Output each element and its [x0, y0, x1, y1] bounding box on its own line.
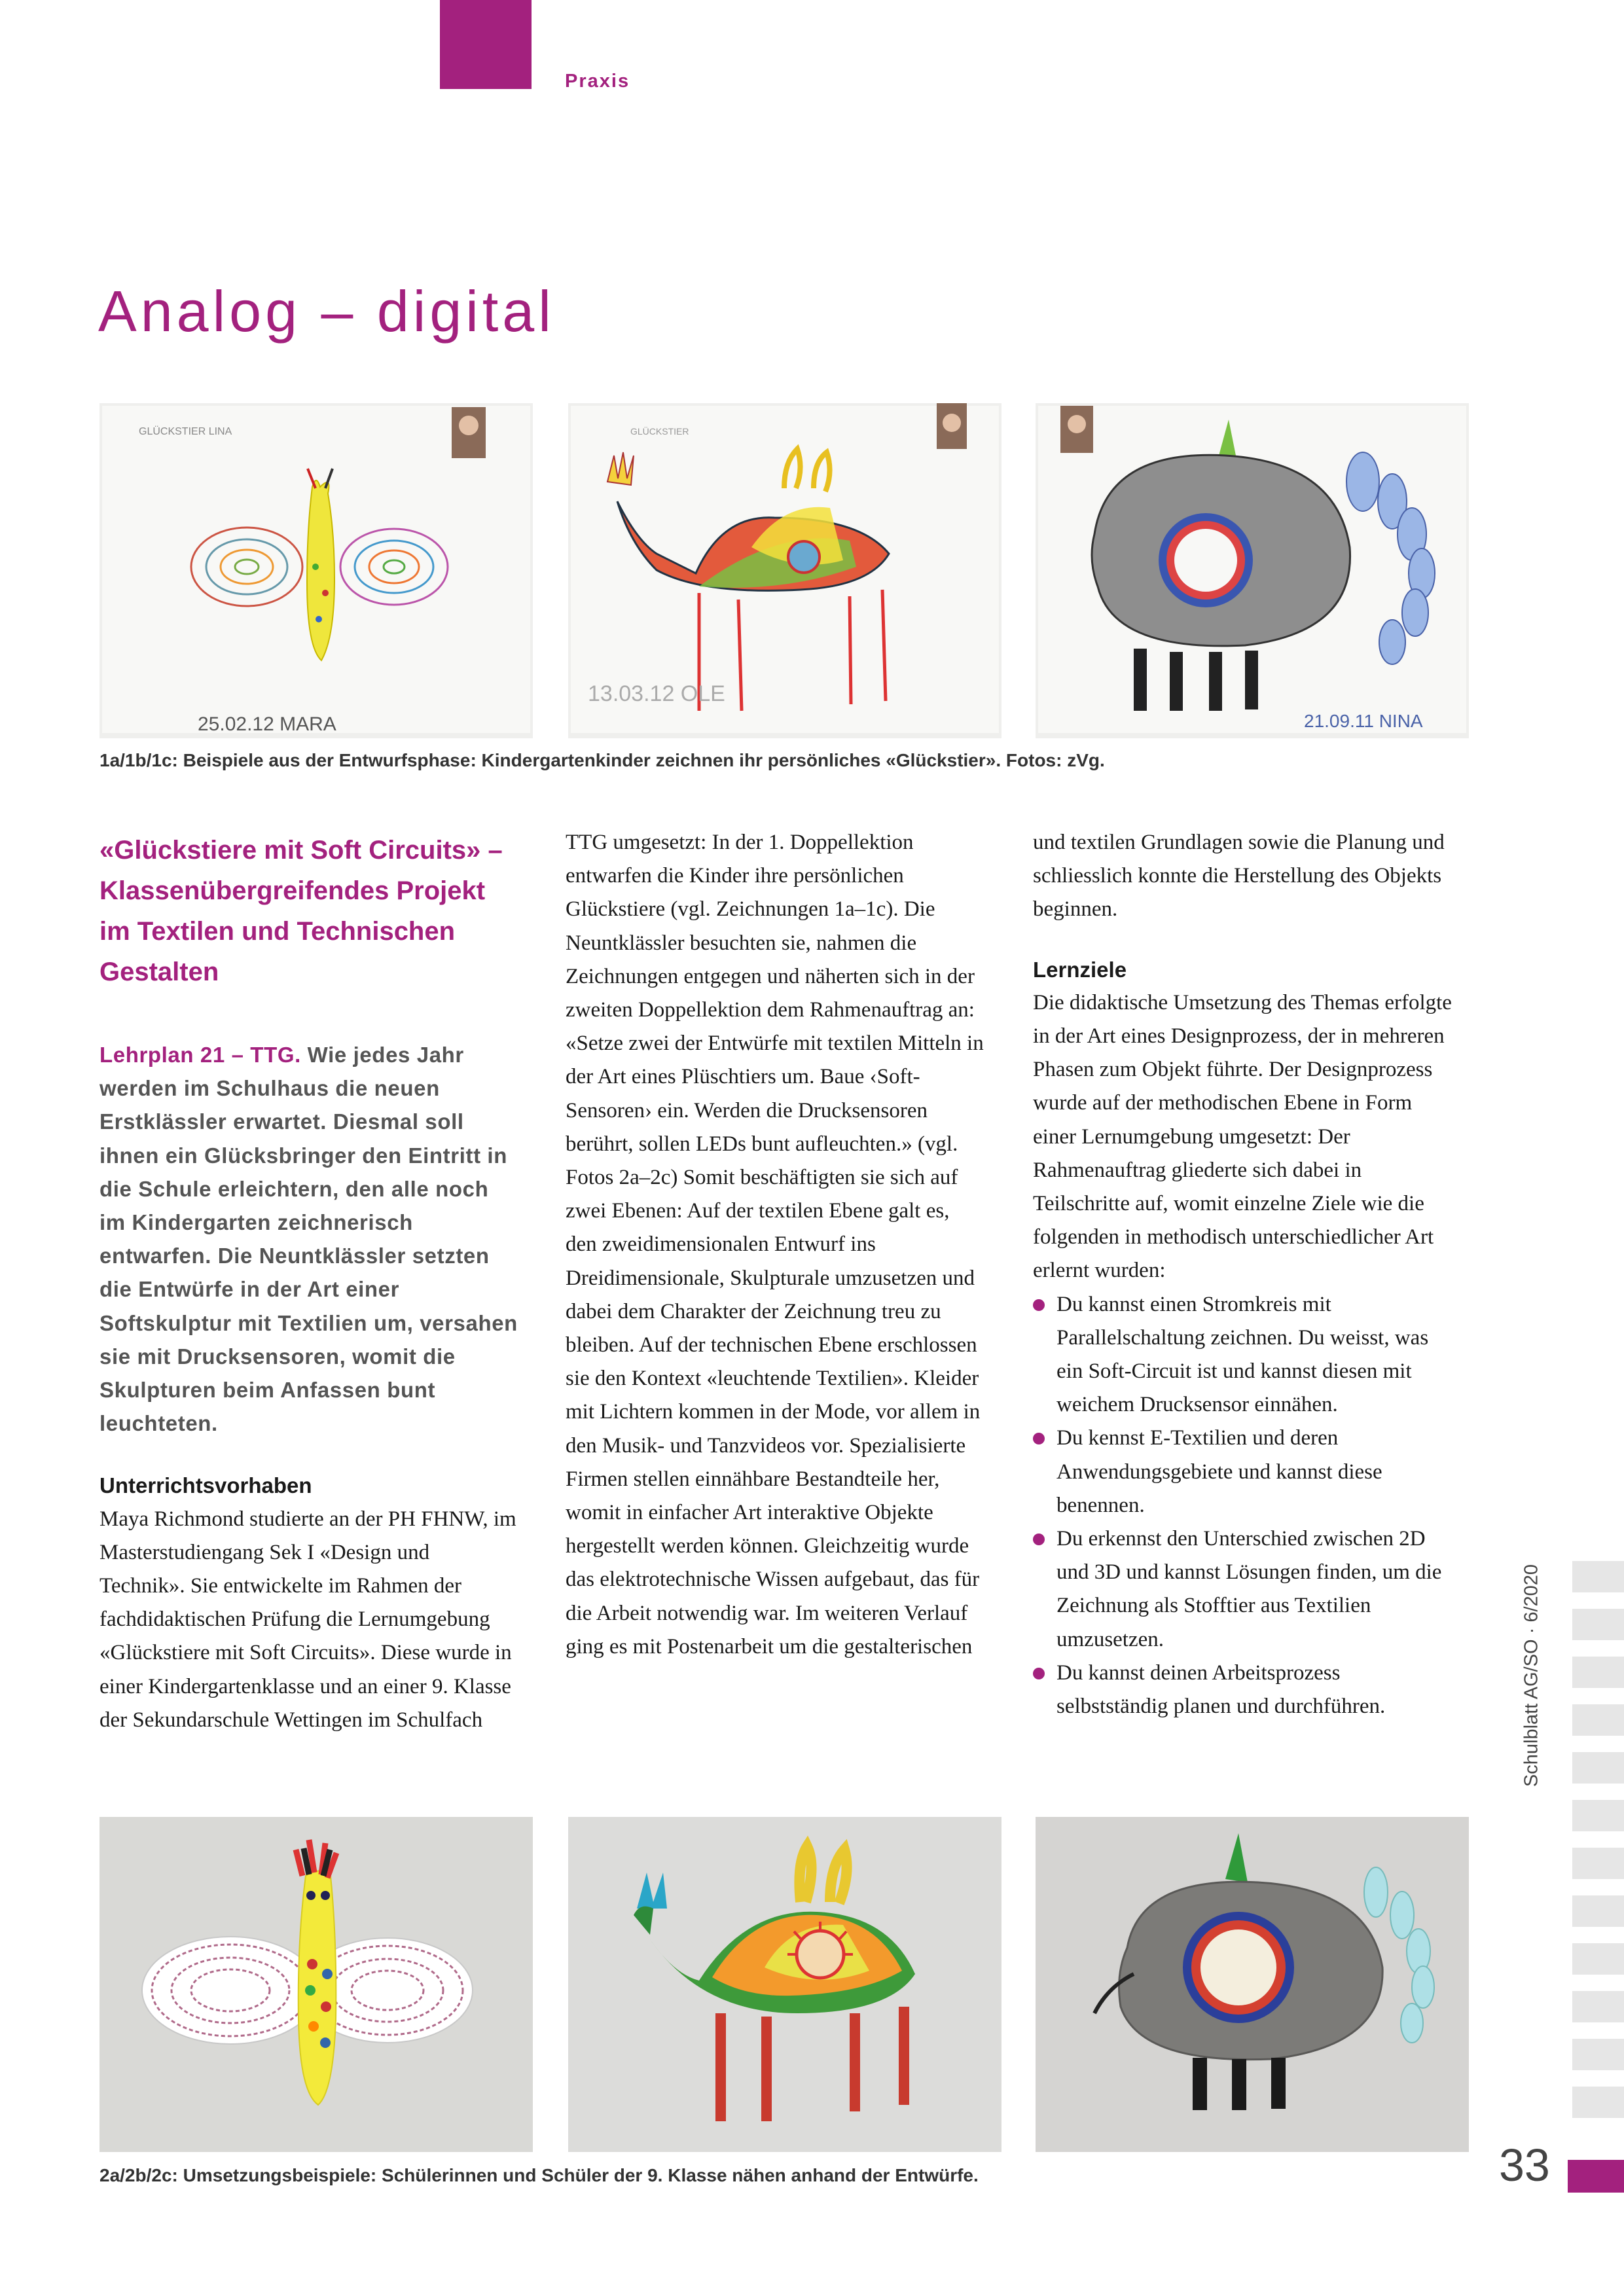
margin-bar [1572, 2039, 1624, 2070]
column-3 [1033, 826, 1452, 1723]
section-body-unterrichtsvorhaben: Maya Richmond studierte an der PH FHNW, im Masterstudiengang Sek I «Design und Technik». Sie entwickelte im Rahmen der fachdidaktischen Prüfung die Lernumgebung «Glückstiere mit Soft Circuits». Diese wurde in einer Kindergartenklasse und an einer 9. Klasse der Sekundarschule Wettingen im Schulfach [99, 1507, 516, 1732]
section-label: Praxis [565, 71, 630, 92]
publication-info [1512, 1525, 1551, 1826]
bullet-icon [1033, 1534, 1045, 1545]
learning-goal-text: Du erkennst den Unterschied zwischen 2D und 3D und kannst Lösungen finden, um die Zeichnung als Stofftier aus Textilien umzusetzen. [1056, 1527, 1442, 1651]
margin-bar [1572, 1800, 1624, 1831]
margin-bar [1572, 1561, 1624, 1592]
learning-goals-list [1033, 1288, 1452, 1724]
margin-bar [1572, 1704, 1624, 1736]
learning-goal [1033, 1422, 1452, 1522]
sewn-object-photo-2b [568, 1817, 1001, 2152]
page-number: 33 [1499, 2140, 1550, 2191]
drawing-1a-label: GLÜCKSTIER LINA [139, 426, 232, 437]
bullet-icon [1033, 1668, 1045, 1679]
margin-bar [1572, 1752, 1624, 1784]
learning-goal-text: Du kennst E-Textilien und deren Anwendungsgebiete und kannst diese benennen. [1056, 1426, 1382, 1517]
margin-bar [1572, 1895, 1624, 1927]
margin-bar [1572, 1657, 1624, 1688]
sewn-object-photo-2c [1036, 1817, 1469, 2152]
lead-paragraph [99, 1038, 518, 1440]
drawing-photo-1b [568, 403, 1001, 738]
bullet-icon [1033, 1299, 1045, 1311]
section-heading-unterrichtsvorhaben: Unterrichtsvorhaben [99, 1473, 312, 1498]
margin-bar [1572, 1609, 1624, 1640]
learning-goal [1033, 1288, 1452, 1422]
margin-bar [1572, 1991, 1624, 2022]
column-2 [566, 826, 984, 1664]
drawing-1b-label: GLÜCKSTIER [630, 426, 689, 437]
project-title-line-1: «Glückstiere mit Soft Circuits» – [99, 836, 503, 865]
margin-bar [1572, 2087, 1624, 2118]
learning-goal-text: Du kannst einen Stromkreis mit Parallelschaltung zeichnen. Du weisst, was ein Soft-Circuit ist und kannst diesen mit weichem Drucksensor einnähen. [1056, 1292, 1429, 1417]
publication-label: Schulblatt AG/SO · 6/2020 [1521, 1564, 1542, 1787]
bottom-photo-caption: 2a/2b/2c: Umsetzungsbeispiele: Schülerinnen und Schüler der 9. Klasse nähen anhand der Entwürfe. [99, 2165, 979, 2185]
drawing-1c-signature: 21.09.11 NINA [1304, 711, 1423, 731]
project-title-line-2: Klassenübergreifendes Projekt [99, 876, 486, 905]
drawing-1b-signature: 13.03.12 OLE [588, 681, 725, 706]
learning-goal [1033, 1522, 1452, 1657]
project-title-line-3: im Textilen und Technischen [99, 917, 456, 946]
margin-bar [1572, 1848, 1624, 1879]
header-accent-block [440, 0, 532, 89]
learning-goal-text: Du kannst deinen Arbeitsprozess selbstständig planen und durchführen. [1056, 1660, 1386, 1719]
drawing-1a-signature: 25.02.12 MARA [198, 713, 336, 735]
drawing-photo-1a [99, 403, 533, 738]
sewn-object-photo-2a [99, 1817, 533, 2152]
lead-key: Lehrplan 21 – TTG. [99, 1043, 301, 1067]
column-2-text: TTG umgesetzt: In der 1. Doppellektion entwarfen die Kinder ihre persönlichen Glückstiere (vgl. Zeichnungen 1a–1c). Die Neuntklässler besuchten sie, nahmen die Zeichnungen entgegen und näherten sich in der zweiten Doppellektion dem Rahmenauftrag an: «Setze zwei der Entwürfe mit textilen Mitteln in der Art eines Plüschtiers um. Baue ‹Soft-Sensoren› ein. Werden die Drucksensoren berührt, sollen LEDs bunt aufleuchten.» (vgl. Fotos 2a–2c) Somit beschäftigten sie sich auf zwei Ebenen: Auf der textilen Ebene galt es, den zweidimensionalen Entwurf ins Dreidimensionale, Skulpturale umzusetzen und dabei dem Charakter der Zeichnung treu zu bleiben. Auf der technischen Ebene erschlossen sie den Kontext «leuchtende Textilien». Kleider mit Lichtern kommen in der Mode, vor allem in den Musik- und Tanzvideos vor. Spezialisierte Firmen stellen einnähbare Bestandteile her, womit in einfacher Art interaktive Objekte hergestellt werden können. Gleichzeitig wurde das elektrotechnische Wissen aufgebaut, das für die Arbeit notwendig war. Im weiteren Verlauf ging es mit Postenarbeit um die gestalterischen [566, 831, 984, 1659]
learning-goal [1033, 1657, 1452, 1723]
margin-bar [1572, 1943, 1624, 1975]
bullet-icon [1033, 1433, 1045, 1444]
drawing-photo-1c [1036, 403, 1469, 738]
project-title-line-4: Gestalten [99, 958, 219, 986]
column-1 [99, 830, 518, 1737]
section-body-lernziele: Die didaktische Umsetzung des Themas erfolgte in der Art eines Designprozess, der in mehreren Phasen zum Objekt führte. Der Designprozess wurde auf der methodischen Ebene in Form einer Lernumgebung umgesetzt: Der Rahmenauftrag gliederte sich dabei in Teilschritte auf, womit einzelne Ziele wie die folgenden in methodisch unterschiedlicher Art erlernt wurden: [1033, 990, 1452, 1283]
lead-text: Wie jedes Jahr werden im Schulhaus die neuen Erstklässler erwartet. Diesmal soll ihnen ein Glücksbringer den Eintritt in die Schule erleichtern, den alle noch im Kindergarten zeichnerisch entwarfen. Die Neuntklässler setzten die Entwürfe in der Art einer Softskulptur mit Textilien um, versahen sie mit Drucksensoren, womit die Skulpturen beim Anfassen bunt leuchteten. [99, 1043, 518, 1436]
page-number-accent [1568, 2160, 1624, 2193]
section-heading-lernziele: Lernziele [1033, 957, 1127, 982]
column-3-intro: und textilen Grundlagen sowie die Planung und schliesslich konnte die Herstellung des Objekts beginnen. [1033, 831, 1445, 922]
top-photo-caption: 1a/1b/1c: Beispiele aus der Entwurfsphase: Kindergartenkinder zeichnen ihr persönliches «Glückstier». Fotos: zVg. [99, 750, 1105, 770]
page-title: Analog – digital [98, 279, 555, 344]
